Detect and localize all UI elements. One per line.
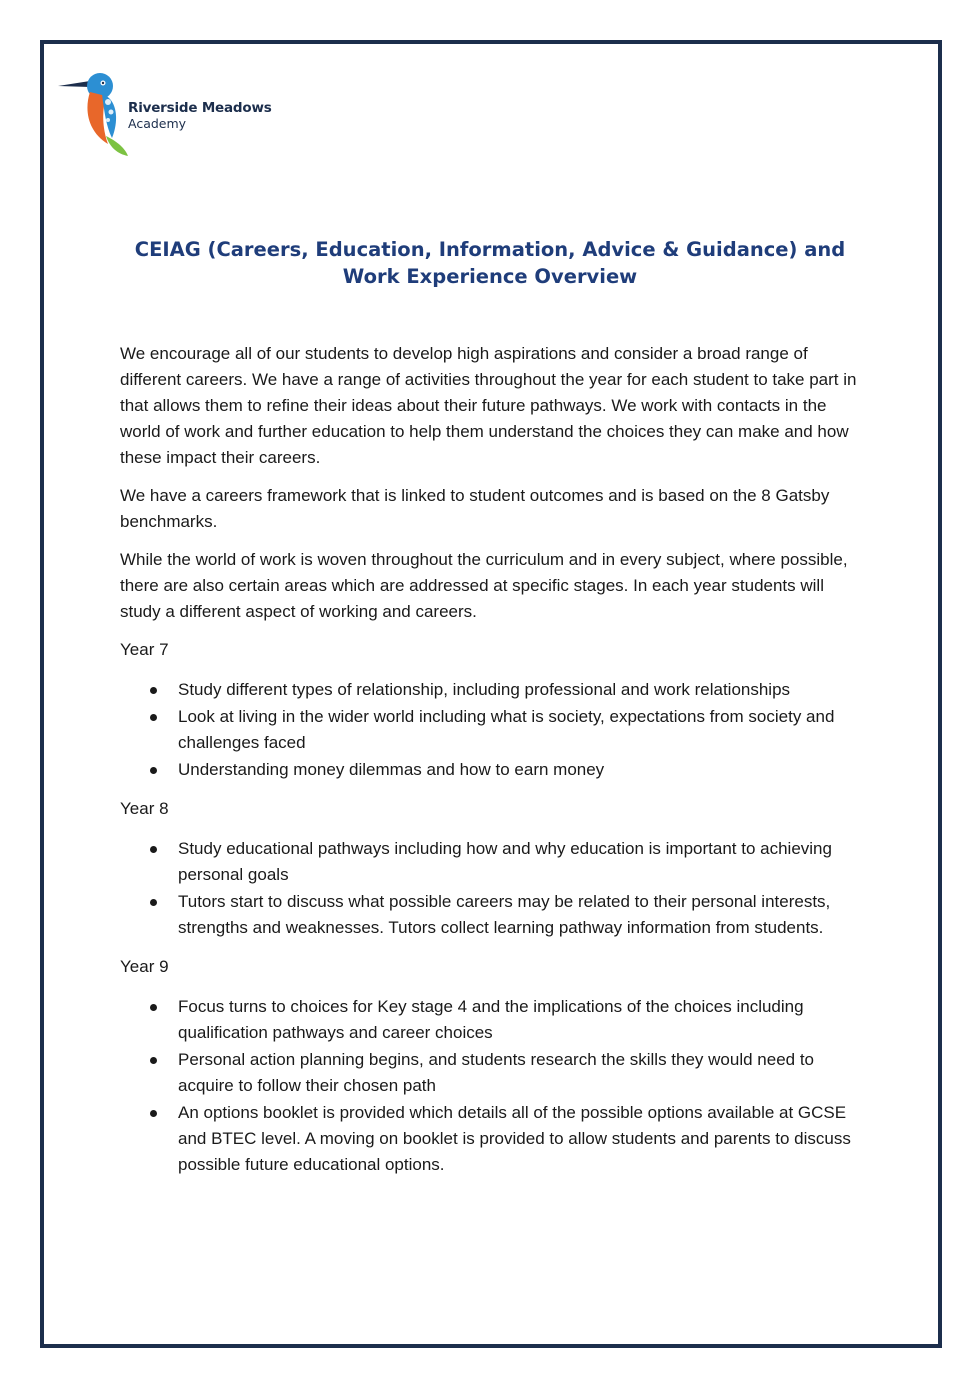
document-body <box>120 341 865 1191</box>
list-item: An options booklet is provided which details all of the possible options available at GCSE and BTEC level. A moving on booklet is provided to allow students and parents to discuss possible future educational options. <box>178 1100 865 1178</box>
logo-subtitle: Academy <box>128 116 187 131</box>
intro-paragraph: While the world of work is woven throughout the curriculum and in every subject, where possible, there are also certain areas which are addressed at specific stages. In each year students will study a different aspect of working and careers. <box>120 550 848 621</box>
year-8-list <box>120 836 865 941</box>
list-item: Personal action planning begins, and students research the skills they would need to acquire to follow their chosen path <box>178 1047 865 1099</box>
list-item: Study educational pathways including how and why education is important to achieving personal goals <box>178 836 865 888</box>
kingfisher-logo-icon <box>56 70 136 160</box>
year-heading: Year 8 <box>120 799 169 818</box>
logo-name: Riverside Meadows <box>128 100 272 116</box>
list-item: Look at living in the wider world including what is society, expectations from society and challenges faced <box>178 704 865 756</box>
intro-paragraph: We encourage all of our students to develop high aspirations and consider a broad range of different careers. We have a range of activities throughout the year for each student to take part in that allows them to refine their ideas about their future pathways. We work with contacts in the world of work and further education to help them understand the choices they can make and how these impact their careers. <box>120 344 857 467</box>
year-heading: Year 9 <box>120 957 169 976</box>
year-9-list <box>120 994 865 1178</box>
list-item: Focus turns to choices for Key stage 4 and the implications of the choices including qualification pathways and career choices <box>178 994 865 1046</box>
list-item: Tutors start to discuss what possible careers may be related to their personal interests, strengths and weaknesses. Tutors collect learning pathway information from students. <box>178 889 865 941</box>
intro-paragraph: We have a careers framework that is linked to student outcomes and is based on the 8 Gatsby benchmarks. <box>120 486 830 531</box>
list-item: Understanding money dilemmas and how to earn money <box>178 757 865 783</box>
year-heading: Year 7 <box>120 640 169 659</box>
page-title: CEIAG (Careers, Education, Information, Advice & Guidance) and Work Experience Overview <box>134 238 846 288</box>
year-7-list <box>120 677 865 783</box>
school-logo <box>56 70 276 160</box>
list-item: Study different types of relationship, including professional and work relationships <box>178 677 865 703</box>
